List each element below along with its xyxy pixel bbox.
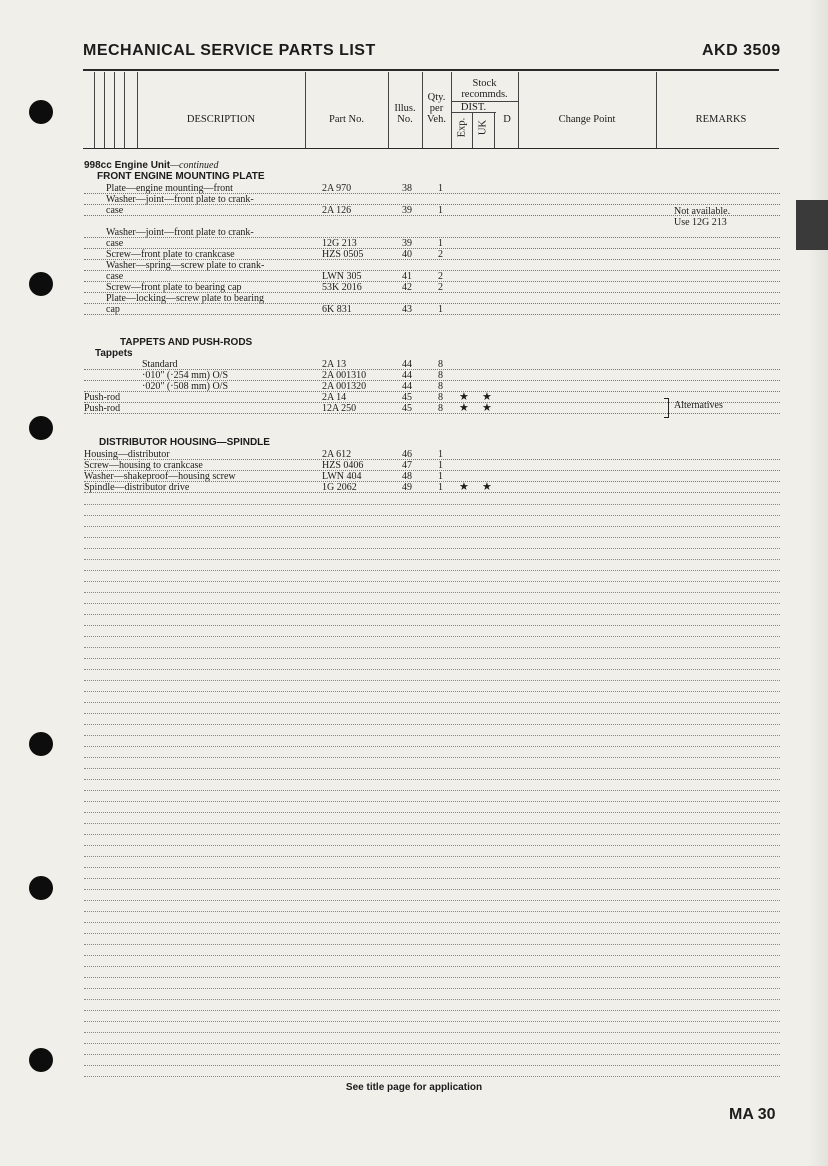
row-qty: 1 (438, 238, 443, 249)
row-qty: 2 (438, 249, 443, 260)
row-qty: 8 (438, 403, 443, 414)
row-qty: 8 (438, 392, 443, 403)
row-illus-no: 40 (402, 249, 412, 260)
row-part-no: 2A 126 (322, 205, 352, 216)
blank-ruled-line (84, 1032, 780, 1033)
row-description: Washer—spring—screw plate to crank- (106, 260, 265, 271)
binder-hole (29, 1048, 53, 1072)
row-part-no: 2A 14 (322, 392, 347, 403)
row-illus-no: 46 (402, 449, 412, 460)
blank-ruled-line (84, 537, 780, 538)
blank-ruled-line (84, 614, 780, 615)
blank-ruled-line (84, 834, 780, 835)
row-description: Plate—locking—screw plate to bearing (106, 293, 265, 304)
header-rule-bottom (83, 148, 779, 149)
blank-ruled-line (84, 757, 780, 758)
table-row (84, 260, 780, 271)
row-description: Push-rod (84, 403, 121, 414)
remark-not-available: Not available. (674, 206, 731, 217)
column-divider (114, 72, 115, 148)
row-part-no: LWN 305 (322, 271, 362, 282)
col-header-exp: Exp. (456, 117, 468, 138)
row-description: Screw—housing to crankcase (84, 460, 203, 471)
table-row (84, 183, 780, 194)
blank-ruled-line (84, 746, 780, 747)
table-row (84, 194, 780, 205)
row-qty: 1 (438, 460, 443, 471)
row-description: ·010" (·254 mm) O/S (142, 370, 229, 381)
stock-line-1: Stock (472, 78, 497, 89)
row-illus-no: 45 (402, 392, 412, 403)
stock-line-2: recommds. (461, 89, 508, 100)
page-title: MECHANICAL SERVICE PARTS LIST (83, 42, 376, 59)
qty-line-3: Veh. (427, 114, 446, 125)
row-part-no: 2A 612 (322, 449, 352, 460)
blank-ruled-line (84, 823, 780, 824)
column-divider (494, 112, 495, 148)
blank-ruled-line (84, 735, 780, 736)
blank-ruled-line (84, 768, 780, 769)
row-part-no: 6K 831 (322, 304, 352, 315)
col-header-description: DESCRIPTION (186, 114, 256, 125)
row-illus-no: 38 (402, 183, 412, 194)
illus-line-1: Illus. (394, 103, 416, 114)
row-illus-no: 41 (402, 271, 412, 282)
blank-ruled-line (84, 680, 780, 681)
blank-ruled-line (84, 592, 780, 593)
blank-ruled-line (84, 1076, 780, 1077)
row-illus-no: 39 (402, 205, 412, 216)
col-header-d: D (503, 114, 511, 125)
stock-uk-star: ★ (482, 391, 492, 403)
row-part-no: HZS 0406 (322, 460, 364, 471)
row-part-no: 1G 2062 (322, 482, 357, 493)
table-row (84, 482, 780, 493)
blank-ruled-line (84, 977, 780, 978)
blank-ruled-line (84, 515, 780, 516)
page-number: MA 30 (729, 1106, 776, 1123)
row-description: Washer—joint—front plate to crank- (106, 194, 254, 205)
table-row (84, 370, 780, 381)
blank-ruled-line (84, 559, 780, 560)
blank-ruled-line (84, 548, 780, 549)
stock-uk-star: ★ (482, 481, 492, 493)
column-divider (305, 72, 306, 148)
row-part-no: LWN 404 (322, 471, 362, 482)
blank-ruled-line (84, 878, 780, 879)
row-part-no: 2A 001310 (322, 370, 367, 381)
row-description: Push-rod (84, 392, 121, 403)
blank-ruled-line (84, 581, 780, 582)
row-qty: 1 (438, 482, 443, 493)
unit-label: 998cc Engine Unit (84, 160, 171, 171)
table-row (84, 238, 780, 249)
row-qty: 1 (438, 449, 443, 460)
section-heading: TAPPETS AND PUSH-RODS (120, 337, 253, 348)
blank-ruled-line (84, 713, 780, 714)
unit-heading (84, 160, 218, 171)
blank-ruled-line (84, 636, 780, 637)
row-description: Washer—shakeproof—housing screw (84, 471, 236, 482)
table-row (84, 359, 780, 370)
unit-note: —continued (170, 160, 219, 171)
blank-ruled-line (84, 526, 780, 527)
blank-ruled-line (84, 1043, 780, 1044)
blank-ruled-line (84, 779, 780, 780)
binder-hole (29, 272, 53, 296)
row-description: case (106, 205, 124, 216)
table-row (84, 249, 780, 260)
blank-ruled-line (84, 867, 780, 868)
column-divider (518, 72, 519, 148)
remark-use-replacement: Use 12G 213 (674, 217, 727, 228)
blank-ruled-line (84, 1010, 780, 1011)
blank-ruled-line (84, 669, 780, 670)
col-header-dist: DIST. (460, 102, 487, 113)
document-code: AKD 3509 (702, 42, 781, 59)
blank-ruled-line (84, 856, 780, 857)
row-qty: 2 (438, 282, 443, 293)
row-description: Screw—front plate to crankcase (106, 249, 235, 260)
row-illus-no: 48 (402, 471, 412, 482)
blank-ruled-line (84, 658, 780, 659)
subsection-heading: Tappets (95, 348, 133, 359)
row-qty: 1 (438, 205, 443, 216)
binder-hole (29, 732, 53, 756)
row-qty: 2 (438, 271, 443, 282)
row-illus-no: 45 (402, 403, 412, 414)
row-description: Screw—front plate to bearing cap (106, 282, 242, 293)
binder-hole (29, 100, 53, 124)
col-header-remarks: REMARKS (695, 114, 747, 125)
row-part-no: 2A 970 (322, 183, 352, 194)
column-divider (656, 72, 657, 148)
row-description: Washer—joint—front plate to crank- (106, 227, 254, 238)
blank-ruled-line (84, 911, 780, 912)
row-description: case (106, 271, 124, 282)
alternatives-bracket (664, 398, 669, 418)
row-description: Plate—engine mounting—front (106, 183, 233, 194)
col-header-part-no: Part No. (329, 114, 364, 125)
section-heading: DISTRIBUTOR HOUSING—SPINDLE (99, 437, 270, 448)
row-illus-no: 49 (402, 482, 412, 493)
row-qty: 8 (438, 359, 443, 370)
row-part-no: 12G 213 (322, 238, 357, 249)
row-description: Standard (142, 359, 178, 370)
blank-ruled-line (84, 647, 780, 648)
footer-note: See title page for application (345, 1082, 483, 1093)
blank-ruled-line (84, 801, 780, 802)
column-divider (137, 72, 138, 148)
blank-ruled-line (84, 922, 780, 923)
column-divider (104, 72, 105, 148)
row-qty: 8 (438, 381, 443, 392)
table-row (84, 449, 780, 460)
row-illus-no: 39 (402, 238, 412, 249)
section-heading: FRONT ENGINE MOUNTING PLATE (97, 171, 265, 182)
blank-ruled-line (84, 504, 780, 505)
table-row (84, 304, 780, 315)
blank-ruled-line (84, 1054, 780, 1055)
blank-ruled-line (84, 570, 780, 571)
blank-ruled-line (84, 1021, 780, 1022)
table-row (84, 227, 780, 238)
qty-line-1: Qty. (427, 92, 446, 103)
row-description: Spindle—distributor drive (84, 482, 190, 493)
stock-exp-star: ★ (459, 391, 469, 403)
table-row (84, 460, 780, 471)
blank-ruled-line (84, 900, 780, 901)
stock-exp-star: ★ (459, 481, 469, 493)
col-header-illus-no (388, 103, 422, 125)
blank-ruled-line (84, 790, 780, 791)
blank-ruled-line (84, 724, 780, 725)
table-row (84, 381, 780, 392)
index-tab (796, 200, 828, 250)
blank-ruled-line (84, 845, 780, 846)
blank-ruled-line (84, 944, 780, 945)
page-edge-shading (808, 0, 828, 1166)
row-description: ·020" (·508 mm) O/S (142, 381, 229, 392)
col-header-change-point: Change Point (558, 114, 616, 125)
binder-hole (29, 876, 53, 900)
blank-ruled-line (84, 966, 780, 967)
row-part-no: 53K 2016 (322, 282, 362, 293)
column-divider (124, 72, 125, 148)
row-illus-no: 42 (402, 282, 412, 293)
blank-ruled-line (84, 955, 780, 956)
row-illus-no: 43 (402, 304, 412, 315)
blank-ruled-line (84, 625, 780, 626)
stock-exp-star: ★ (459, 402, 469, 414)
row-description: case (106, 238, 124, 249)
row-qty: 1 (438, 304, 443, 315)
stock-uk-star: ★ (482, 402, 492, 414)
row-illus-no: 47 (402, 460, 412, 471)
row-illus-no: 44 (402, 359, 412, 370)
blank-ruled-line (84, 603, 780, 604)
col-header-stock (451, 78, 518, 100)
row-part-no: 2A 001320 (322, 381, 367, 392)
header-rule-top (83, 69, 779, 71)
row-part-no: 12A 250 (322, 403, 357, 414)
blank-ruled-line (84, 988, 780, 989)
qty-line-2: per (429, 103, 444, 114)
blank-ruled-line (84, 1065, 780, 1066)
row-qty: 1 (438, 471, 443, 482)
row-part-no: 2A 13 (322, 359, 347, 370)
col-header-qty (422, 92, 451, 125)
table-row (84, 471, 780, 482)
row-description: cap (106, 304, 120, 315)
column-divider (472, 112, 473, 148)
table-row (84, 293, 780, 304)
table-row (84, 271, 780, 282)
row-qty: 8 (438, 370, 443, 381)
row-illus-no: 44 (402, 370, 412, 381)
column-divider (94, 72, 95, 148)
remark-alternatives: Alternatives (674, 400, 723, 411)
blank-ruled-line (84, 691, 780, 692)
blank-ruled-line (84, 702, 780, 703)
row-qty: 1 (438, 183, 443, 194)
blank-ruled-line (84, 933, 780, 934)
illus-line-2: No. (397, 114, 413, 125)
blank-ruled-line (84, 812, 780, 813)
table-row (84, 282, 780, 293)
row-part-no: HZS 0505 (322, 249, 364, 260)
row-description: Housing—distributor (84, 449, 170, 460)
blank-ruled-line (84, 999, 780, 1000)
blank-ruled-line (84, 889, 780, 890)
row-illus-no: 44 (402, 381, 412, 392)
col-header-uk: UK (477, 119, 489, 136)
binder-hole (29, 416, 53, 440)
